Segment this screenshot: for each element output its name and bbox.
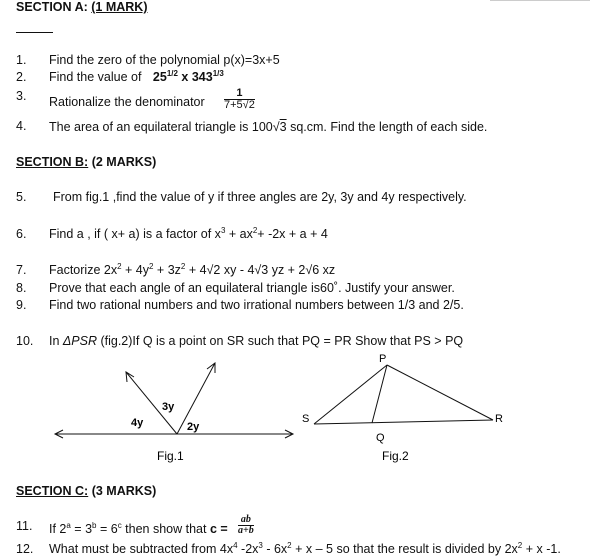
top-right-rule — [490, 0, 590, 1]
fig2-label-P: P — [379, 353, 387, 365]
section-a-heading — [16, 0, 148, 14]
section-a-marks: (1 MARK) — [91, 0, 148, 14]
fig2-side-SR — [314, 420, 493, 424]
fig2-diagram — [302, 353, 503, 463]
q11-number: 11. — [16, 519, 33, 533]
figures — [0, 345, 605, 475]
q7-number: 7. — [16, 263, 27, 277]
fig1-diagram — [55, 363, 293, 463]
q3-number: 3. — [16, 89, 27, 103]
fig2-segment-PQ — [372, 365, 387, 423]
fig2-side-PR — [387, 365, 493, 420]
q9-text: Find two rational numbers and two irrational numbers between 1/3 and 2/5. — [49, 298, 464, 312]
section-c-marks: (3 MARKS) — [91, 484, 157, 498]
q5-number: 5. — [16, 190, 27, 204]
q7-line: Factorize $2x^2 + 4y^2 + 3z^2 + 4√2$ xy - 4√3 yz + 2√6 xz — [49, 261, 336, 277]
fig1-caption: Fig.1 — [157, 449, 184, 463]
q2-line — [49, 70, 224, 84]
fig1-label-3y: 3y — [162, 401, 175, 413]
fig2-caption: Fig.2 — [382, 449, 409, 463]
q11-line: If $2^a = 3^b = 6^c$ then show that c = — [49, 520, 228, 536]
section-c-title: SECTION C: — [16, 484, 89, 498]
q2-number: 2. — [16, 70, 27, 84]
q5-text: From fig.1 ,find the value of y if three angles are 2y, 3y and 4y respectively. — [53, 190, 467, 204]
fig1-label-2y: 2y — [187, 421, 200, 433]
q12-line: What must be subtracted from $4x^4$ $-2x^3 - 6x^2 + x - 5$ so that the result is divided by $2x^2 + x$ -1. — [49, 540, 561, 556]
section-b-marks: (2 MARKS) — [91, 155, 157, 169]
q2-expression: $25^{1/2}$ x $343^{1/3}$ — [152, 68, 224, 84]
q8-text: Prove that each angle of an equilateral triangle is60˚. Justify your answer. — [49, 281, 455, 295]
q9-number: 9. — [16, 298, 27, 312]
q10-line: In ΔPSR (fig.2)If Q is a point on SR such that PQ = PR Show that PS > PQ — [49, 334, 464, 348]
q6-number: 6. — [16, 227, 27, 241]
fig2-label-R: R — [495, 413, 503, 425]
q3-text: Rationalize the denominator — [49, 95, 205, 109]
section-a-title: SECTION A: — [16, 0, 88, 14]
q4-number: 4. — [16, 119, 27, 133]
section-b-heading — [16, 155, 156, 169]
q1-number: 1. — [16, 53, 27, 67]
section-c-heading — [16, 484, 156, 498]
q2-text: Find the value of — [49, 70, 142, 84]
q3-fraction: $\frac{1}{7+5√2}$ — [224, 87, 255, 111]
q4-line: The area of an equilateral triangle is 100√3 sq.cm. Find the length of each side. — [49, 120, 488, 134]
q10-number: 10. — [16, 334, 34, 348]
q6-line: Find a , if ( x+ a) is a factor of $x^3 + ax^2+ -2x + a + 4$ — [49, 225, 328, 241]
q11-fraction: $\frac{ab}{a+b}$ — [238, 514, 254, 536]
section-a-underline — [16, 32, 53, 33]
q8-number: 8. — [16, 281, 27, 295]
fig2-side-PS — [314, 365, 387, 424]
fig1-label-4y: 4y — [131, 417, 144, 429]
fig2-label-S: S — [302, 413, 310, 425]
fig2-label-Q: Q — [376, 432, 385, 444]
q1-text: Find the zero of the polynomial p(x)=3x+5 — [49, 53, 280, 67]
section-b-title: SECTION B: — [16, 155, 89, 169]
q12-number: 12. — [16, 542, 34, 556]
